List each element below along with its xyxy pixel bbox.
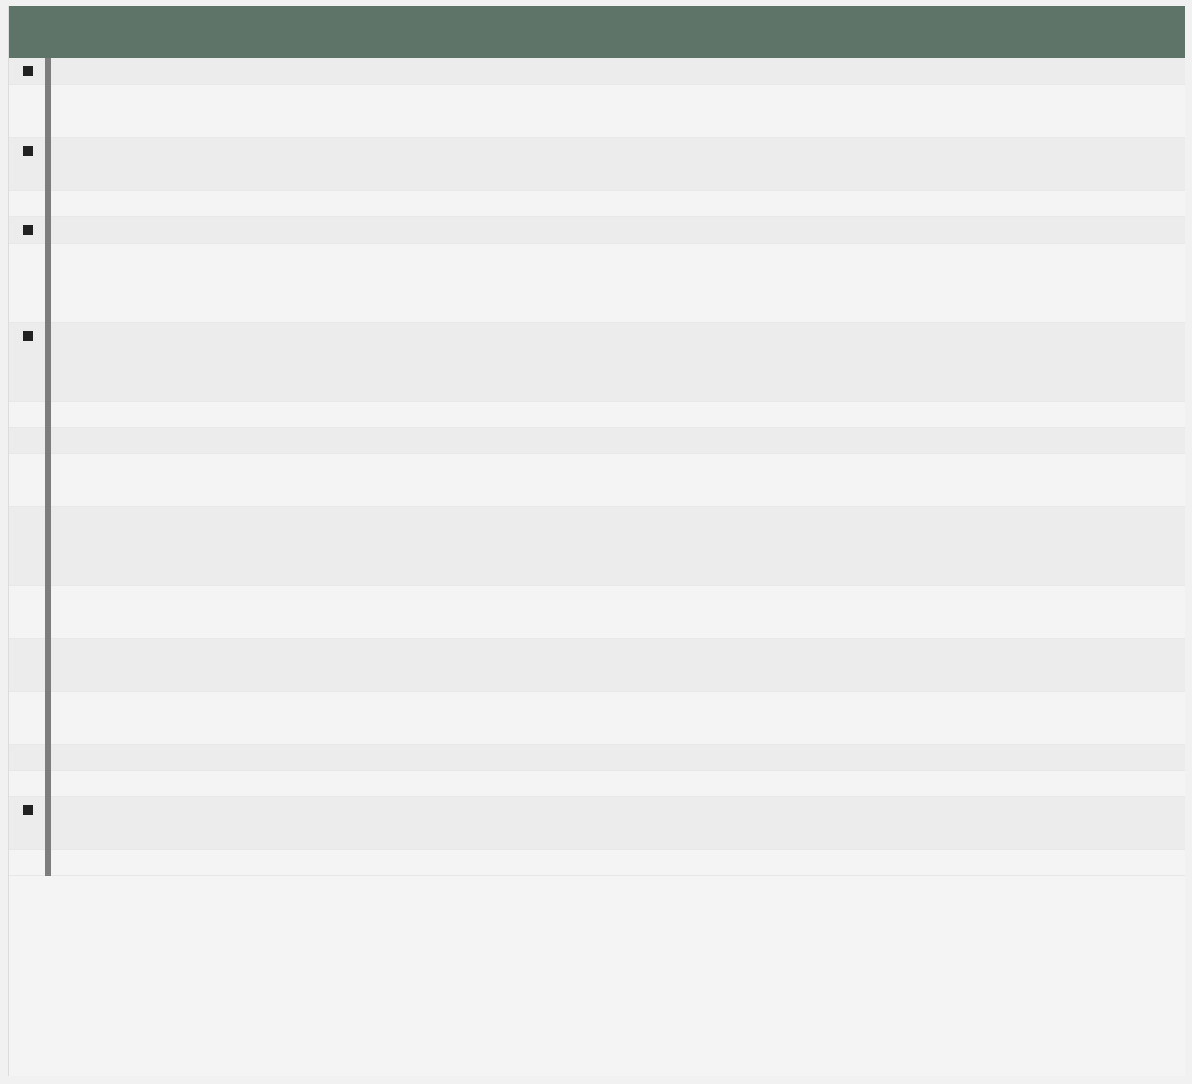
table-row[interactable] xyxy=(9,428,1185,454)
table-row[interactable] xyxy=(9,402,1185,428)
table-row[interactable] xyxy=(9,244,1185,323)
table-row[interactable] xyxy=(9,323,1185,402)
table-row[interactable] xyxy=(9,745,1185,771)
table-row[interactable] xyxy=(9,507,1185,586)
table-row[interactable] xyxy=(9,797,1185,850)
table-row[interactable] xyxy=(9,586,1185,639)
table-row[interactable] xyxy=(9,85,1185,138)
table-row[interactable] xyxy=(9,692,1185,745)
table-row[interactable] xyxy=(9,217,1185,244)
table-row[interactable] xyxy=(9,58,1185,85)
left-rule xyxy=(45,58,51,876)
table-row[interactable] xyxy=(9,138,1185,191)
document-sheet xyxy=(8,6,1185,1076)
table-body xyxy=(9,58,1185,876)
table-row[interactable] xyxy=(9,191,1185,217)
table-row[interactable] xyxy=(9,639,1185,692)
table-row[interactable] xyxy=(9,454,1185,507)
table-header xyxy=(9,6,1185,58)
table-row[interactable] xyxy=(9,850,1185,876)
table-row[interactable] xyxy=(9,771,1185,797)
